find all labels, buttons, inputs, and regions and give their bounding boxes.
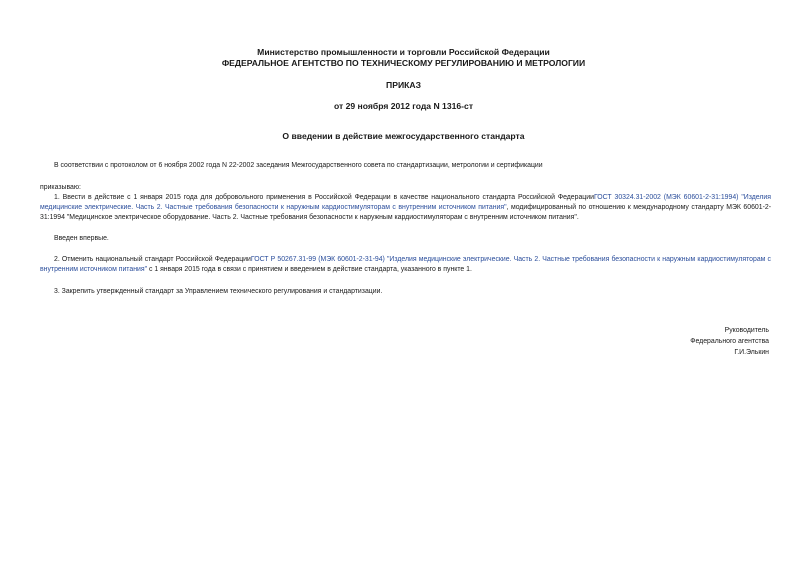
order-date: от 29 ноября 2012 года N 1316-ст (333, 101, 474, 111)
ministry-title: Министерство промышленности и торговли Российской Федерации (257, 47, 550, 57)
order-word: ПРИКАЗ (386, 80, 421, 90)
order-subject: О введении в действие межгосударственного стандарта (282, 131, 525, 141)
item-2-standard-link[interactable]: ГОСТ Р 50267.31-99 (МЭК 60601-2-31-94) "Изделия медицинские электрические. Часть 2. Частные требования безопасности к наружным кардиостимуляторам с внутренним источником питания" (40, 256, 771, 273)
item-1-text-a: 1. Ввести в действие с 1 января 2015 года для добровольного применения в Российской Федерации в качестве национального стандарта Российской Федерации (54, 194, 594, 201)
item-2-text-b: с 1 января 2015 года в связи с принятием и введением в действие стандарта, указанного в пункте 1. (147, 266, 472, 273)
agency-title: ФЕДЕРАЛЬНОЕ АГЕНТСТВО ПО ТЕХНИЧЕСКОМУ РЕГУЛИРОВАНИЮ И МЕТРОЛОГИИ (221, 58, 586, 68)
signature-name: Г.И.Элькин (734, 349, 769, 356)
signature-title-2: Федерального агентства (690, 338, 769, 345)
item-2-text-a: 2. Отменить национальный стандарт Российской Федерации (54, 256, 251, 263)
item-3: 3. Закрепить утвержденный стандарт за Управлением технического регулирования и стандартизации. (54, 288, 383, 295)
signature-title-1: Руководитель (724, 327, 769, 334)
introduced-first: Введен впервые. (54, 235, 109, 242)
item-1-text-b: , модифицированный по отношению к международному стандарту МЭК 60601-2-31:1994 "Медицинское электрическое оборудование. Часть 2. Частные требования безопасности к наружным кардиостимуляторам с внутренним источником питания". (40, 204, 772, 221)
item-1 (40, 193, 771, 223)
preamble: В соответствии с протоколом от 6 ноября 2002 года N 22-2002 заседания Межгосударственного совета по стандартизации, метрологии и сертификации (54, 162, 543, 169)
item-2 (40, 255, 771, 275)
item-1-standard-link[interactable]: ГОСТ 30324.31-2002 (МЭК 60601-2-31:1994) "Изделия медицинские электрические. Часть 2. Частные требования безопасности к наружным кардиостимуляторам с внутренним источником питания" (40, 194, 771, 211)
order-phrase: приказываю: (40, 184, 81, 191)
